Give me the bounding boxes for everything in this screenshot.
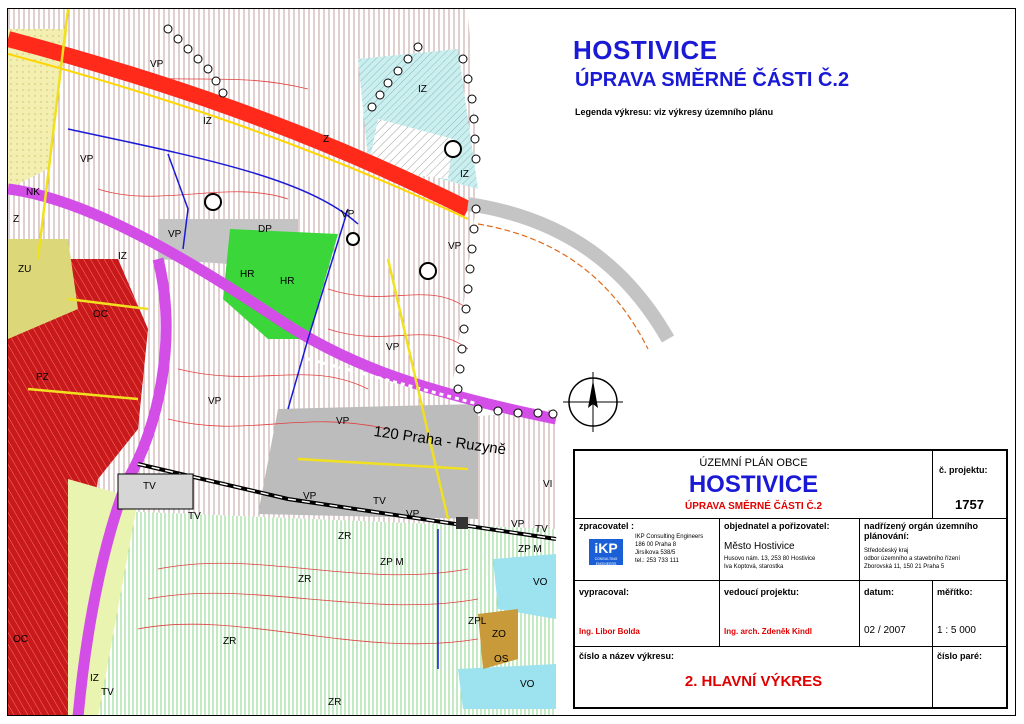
map-label-pz: PZ bbox=[36, 372, 49, 383]
map-label-vp: VP bbox=[168, 229, 182, 240]
copy-cell bbox=[933, 647, 1006, 707]
date-cell bbox=[860, 581, 933, 647]
date-value: 02 / 2007 bbox=[864, 625, 906, 636]
prepared-cell bbox=[575, 581, 720, 647]
scale-label: měřítko: bbox=[937, 587, 973, 597]
authority-address: Středočeský kraj odbor územního a stavebního řízení Zborovská 11, 150 21 Praha 5 bbox=[864, 548, 961, 570]
prepared-label: vypracoval: bbox=[579, 587, 630, 597]
map-label-vp: VP bbox=[303, 491, 317, 502]
processor-cell bbox=[575, 519, 720, 581]
lead-cell bbox=[720, 581, 860, 647]
map-label-tv: TV bbox=[143, 481, 156, 492]
client-address: Husovo nám. 13, 253 80 Hostivice Iva Koptová, starostka bbox=[724, 556, 816, 570]
prepared-name: Ing. Libor Bolda bbox=[579, 627, 640, 636]
project-number-label: č. projektu: bbox=[939, 465, 988, 475]
drawing-name: 2. HLAVNÍ VÝKRES bbox=[684, 673, 823, 690]
map-label-iz: IZ bbox=[118, 251, 127, 262]
processor-address: IKP Consulting Engineers 186 00 Praha 8 Jirsíkova 538/5 tel.: 253 733 111 bbox=[635, 534, 704, 564]
road-label: 120 Praha - Ruzyně bbox=[372, 423, 508, 459]
map-label-tv: TV bbox=[188, 511, 201, 522]
client-name: Město Hostivice bbox=[724, 541, 795, 552]
project-number-cell bbox=[933, 451, 1006, 519]
authority-cell bbox=[860, 519, 1006, 581]
map-label-zpl: ZPL bbox=[468, 616, 487, 627]
map-label-vi: VI bbox=[543, 479, 553, 490]
map-label-vp: VP bbox=[386, 342, 400, 353]
client-label: objednatel a pořizovatel: bbox=[724, 521, 830, 531]
map-label-iz: IZ bbox=[460, 169, 469, 180]
map-title: HOSTIVICE bbox=[573, 35, 718, 65]
map-label-tv: TV bbox=[101, 687, 114, 698]
scale-value: 1 : 5 000 bbox=[937, 625, 976, 636]
map-label-vp: VP bbox=[208, 396, 222, 407]
map-label-vo: VO bbox=[520, 679, 535, 690]
ikp-logo-icon: iKP CONSULTING ENGINEERS bbox=[589, 539, 623, 565]
map-label-zr: ZR bbox=[223, 636, 237, 647]
map-label-vp: VP bbox=[336, 416, 350, 427]
title-block-plan-cell bbox=[575, 451, 933, 519]
processor-label: zpracovatel : bbox=[579, 521, 635, 531]
authority-label: nadřízený orgán územního plánování: bbox=[864, 521, 979, 541]
map-label-zu: ZU bbox=[18, 264, 32, 275]
drawing-frame bbox=[7, 8, 1016, 716]
map-label-iz: IZ bbox=[203, 116, 212, 127]
project-number: 1757 bbox=[955, 497, 984, 512]
map-label-vp: VP bbox=[511, 519, 525, 530]
map-label-vp: VP bbox=[341, 209, 355, 220]
map-label-zpm: ZP M bbox=[380, 557, 404, 568]
scale-cell bbox=[933, 581, 1006, 647]
map-label-os: OS bbox=[494, 654, 509, 665]
map-label-oc: OC bbox=[93, 309, 108, 320]
map-label-zr: ZR bbox=[338, 531, 352, 542]
map-label-zpm: ZP M bbox=[518, 544, 542, 555]
map-label-z: Z bbox=[323, 134, 330, 145]
map-label-vp: VP bbox=[80, 154, 94, 165]
map-label-hr: HR bbox=[240, 269, 255, 280]
map-label-vp: VP bbox=[448, 241, 462, 252]
lead-name: Ing. arch. Zdeněk Kindl bbox=[724, 627, 813, 636]
copy-label: číslo paré: bbox=[937, 651, 983, 661]
title-block bbox=[573, 449, 1008, 709]
map-label-hr: HR bbox=[280, 276, 295, 287]
map-label-iz: IZ bbox=[90, 673, 99, 684]
map-label-tv: TV bbox=[373, 496, 386, 507]
plan-town: HOSTIVICE bbox=[688, 471, 819, 498]
map-subtitle: ÚPRAVA SMĚRNÉ ČÁSTI Č.2 bbox=[575, 69, 850, 91]
map-label-zr: ZR bbox=[328, 697, 342, 708]
map-label-z: Z bbox=[13, 214, 20, 225]
date-label: datum: bbox=[864, 587, 894, 597]
legend-note: Legenda výkresu: viz výkresy územního plánu bbox=[575, 107, 774, 117]
map-label-dp: DP bbox=[258, 224, 272, 235]
lead-label: vedoucí projektu: bbox=[724, 587, 800, 597]
plan-change: ÚPRAVA SMĚRNÉ ČÁSTI Č.2 bbox=[684, 501, 823, 512]
north-arrow-icon bbox=[563, 372, 623, 432]
map-label-nk: NK bbox=[26, 187, 40, 198]
plan-title: ÚZEMNÍ PLÁN OBCE bbox=[699, 457, 808, 469]
map-label-zo: ZO bbox=[492, 629, 506, 640]
drawing-cell bbox=[575, 647, 933, 707]
map-label-vo: VO bbox=[533, 577, 548, 588]
client-cell bbox=[720, 519, 860, 581]
map-label-vp: VP bbox=[150, 59, 164, 70]
map-label-tv: TV bbox=[535, 524, 548, 535]
map-label-oc: OC bbox=[13, 634, 28, 645]
map-label-zr: ZR bbox=[298, 574, 312, 585]
map-label-iz: IZ bbox=[418, 84, 427, 95]
drawing-label: číslo a název výkresu: bbox=[579, 651, 675, 661]
map-label-vp: VP bbox=[406, 509, 420, 520]
